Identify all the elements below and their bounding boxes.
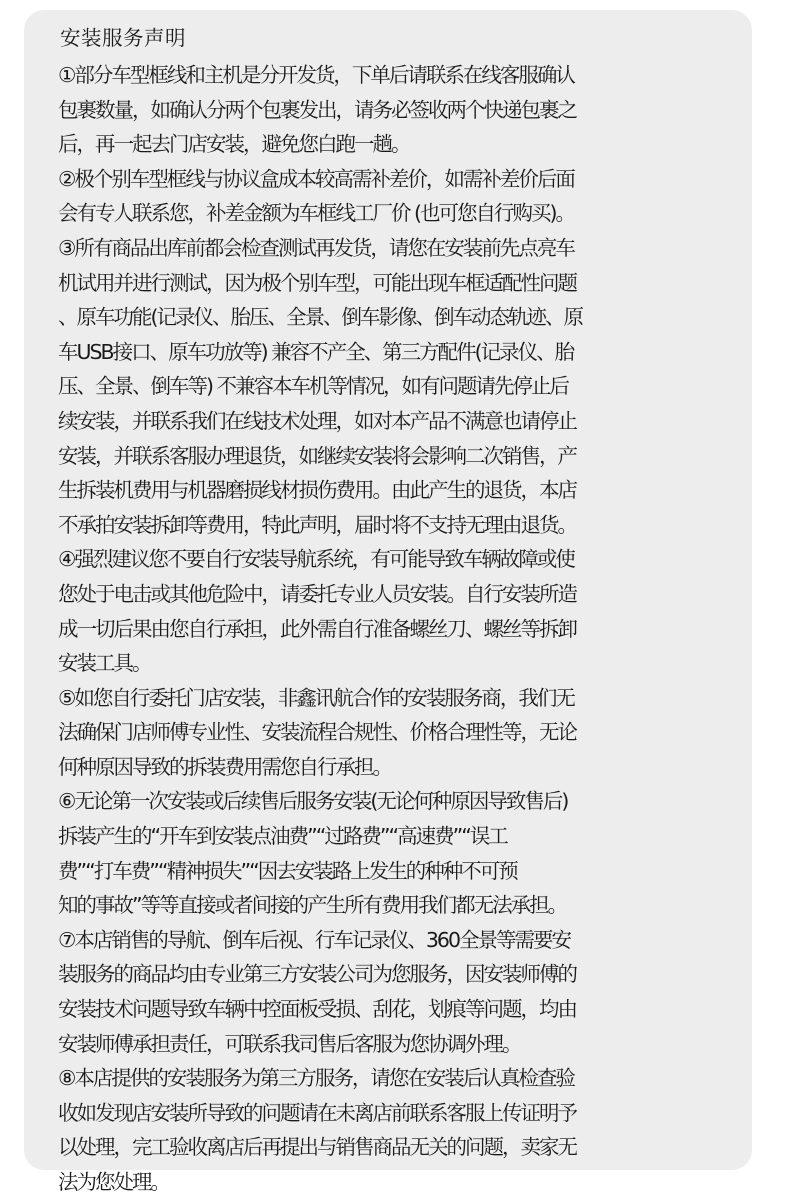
statement-line: 法为您处理。	[58, 1170, 169, 1194]
statement-line: 安装工具。	[58, 651, 151, 676]
statement-line: 续安装，并联系我们在线技术处理，如对本产品不满意也请停止	[58, 408, 576, 433]
statement-paragraph-4	[58, 542, 752, 680]
statement-line: 费”“打车费”“精神损失”“因去安装路上发生的种种不可预	[58, 858, 517, 883]
statement-line: 您处于电击或其他危险中，请委托专业人员安装。自行安装所造	[58, 581, 576, 606]
service-statement-card	[24, 10, 752, 1194]
statement-paragraph-8	[58, 1061, 752, 1199]
statement-line: 安装，并联系客服办理退货，如继续安装将会影响二次销售，产	[58, 443, 576, 468]
statement-line: 收如发现店安装所导致的问题请在未离店前联系客服上传证明予	[58, 1100, 576, 1125]
statement-line: ⑦本店销售的导航、倒车后视、行车记录仪、360全景等需要安	[58, 927, 571, 952]
statement-line: 、原车功能(记录仪、胎压、全景、倒车影像、倒车动态轨迹、原	[58, 305, 582, 330]
statement-line: 以处理，完工验收离店后再提出与销售商品无关的问题，卖家无	[58, 1135, 576, 1160]
statement-line: ⑧本店提供的安装服务为第三方服务，请您在安装后认真检查验	[58, 1066, 574, 1091]
statement-line: ⑥无论第一次安装或后续售后服务安装(无论何种原因导致售后)	[58, 789, 568, 814]
statement-line: ①部分车型框线和主机是分开发货，下单后请联系在线客服确认	[58, 63, 574, 87]
statement-line: 后，再一起去门店安装，避免您白跑一趟。	[58, 132, 410, 157]
statement-line: 压、全景、倒车等) 不兼容本车机等情况，如有问题请先停止后	[58, 374, 569, 399]
statement-line: 法确保门店师傅专业性、安装流程合规性、价格合理性等，无论	[58, 720, 576, 745]
statement-line: 包裹数量，如确认分两个包裹发出，请务必签收两个快递包裹之	[58, 97, 576, 122]
statement-line: 机试用并进行测试，因为极个别车型，可能出现车框适配性问题	[58, 270, 576, 295]
statement-line: 拆装产生的“开车到安装点油费”“过路费”“高速费”“误工	[58, 824, 507, 849]
statement-title: 安装服务声明	[60, 26, 186, 50]
statement-line: 车USB接口、原车功放等) 兼容不产全、第三方配件(记录仪、胎	[58, 339, 574, 364]
statement-line: 成一切后果由您自行承担，此外需自行准备螺丝刀、螺丝等拆卸	[58, 616, 576, 641]
statement-line: 生拆装机费用与机器磨损线材损伤费用。由此产生的退货，本店	[58, 478, 576, 503]
statement-paragraph-1	[58, 58, 752, 162]
statement-line: 安装技术问题导致车辆中控面板受损、刮花，划痕等问题，均由	[58, 997, 576, 1022]
statement-paragraph-7	[58, 923, 752, 1061]
statement-body	[58, 58, 752, 1200]
statement-line: 会有专人联系您，补差金额为车框线工厂价 (也可您自行购买)。	[58, 201, 575, 226]
statement-line: ⑤如您自行委托门店安装，非鑫讯航合作的安装服务商，我们无	[58, 685, 574, 710]
statement-line: 知的事故”等等直接或者间接的产生所有费用我们都无法承担。	[58, 893, 567, 918]
statement-line: ③所有商品出库前都会检查测试再发货，请您在安装前先点亮车	[58, 235, 574, 260]
statement-line: ④强烈建议您不要自行安装导航系统，有可能导致车辆故障或使	[58, 547, 574, 572]
statement-paragraph-5	[58, 681, 752, 785]
statement-paragraph-6	[58, 784, 752, 922]
statement-paragraph-3	[58, 231, 752, 542]
statement-paragraph-2	[58, 162, 752, 231]
statement-line: 不承拍安装拆卸等费用，特此声明，届时将不支持无理由退货。	[58, 512, 576, 537]
statement-line: ②极个别车型框线与协议盒成本较高需补差价，如需补差价后面	[58, 166, 574, 191]
statement-line: 何种原因导致的拆装费用需您自行承担。	[58, 754, 391, 779]
statement-line: 安装师傅承担责任，可联系我司售后客服为您协调外理。	[58, 1031, 521, 1056]
statement-line: 装服务的商品均由专业第三方安装公司为您服务，因安装师傅的	[58, 962, 576, 987]
